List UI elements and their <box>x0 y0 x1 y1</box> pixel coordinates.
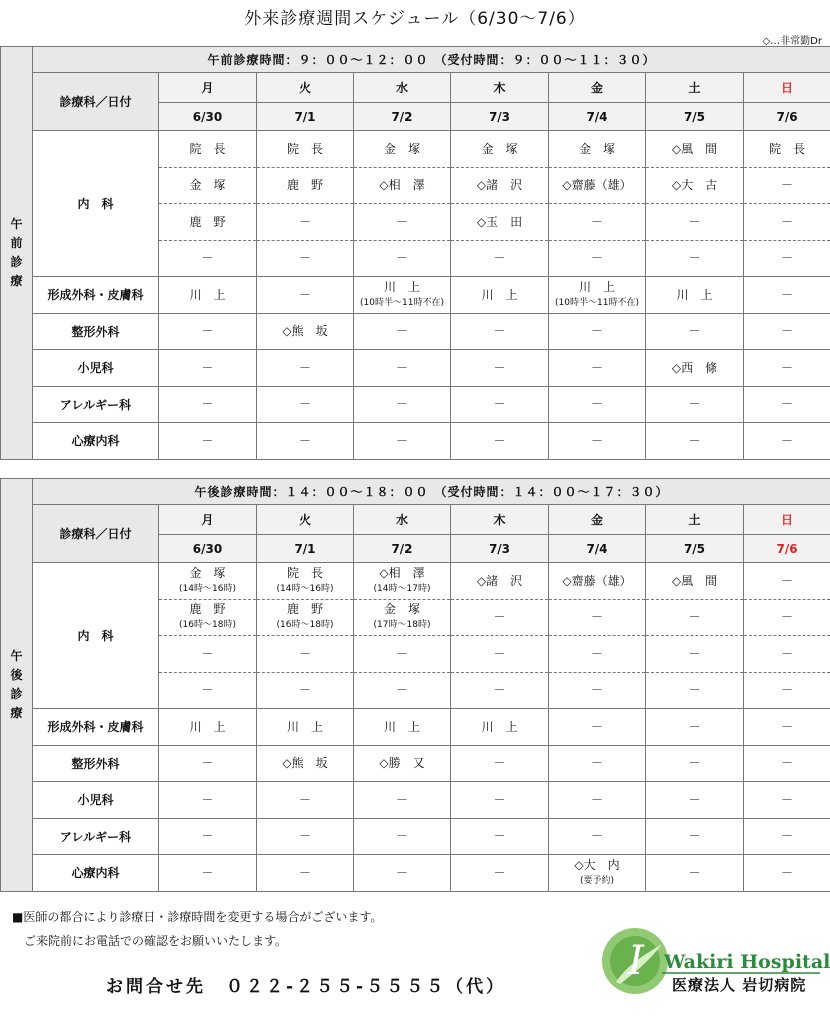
doctor-cell: － <box>354 423 451 460</box>
logo-letter: I <box>628 938 644 984</box>
doctor-cell: － <box>354 350 451 387</box>
doctor-cell: 鹿 野 <box>159 204 257 241</box>
schedule-row <box>1 818 830 855</box>
doctor-cell: － <box>744 563 830 600</box>
doctor-cell: － <box>354 636 451 673</box>
doctor-cell: － <box>744 204 830 241</box>
doctor-cell: ◇相 澤 <box>354 167 451 204</box>
dept-name: 内 科 <box>33 563 159 709</box>
doctor-cell: － <box>744 818 830 855</box>
dept-name: 小児科 <box>33 782 159 819</box>
weekday-header: 火 <box>257 73 354 103</box>
notice-line-2: ご来院前にお電話での確認をお願いいたします。 <box>24 934 288 948</box>
doctor-cell: － <box>549 240 646 277</box>
doctor-cell: － <box>646 709 744 746</box>
doctor-cell: － <box>159 350 257 387</box>
doctor-cell: － <box>159 855 257 892</box>
doctor-cell: － <box>744 672 830 709</box>
dept-date-header: 診療科／日付 <box>33 505 159 563</box>
doctor-cell: ◇大 古 <box>646 167 744 204</box>
doctor-cell: － <box>744 240 830 277</box>
doctor-cell: － <box>257 855 354 892</box>
doctor-cell: － <box>744 709 830 746</box>
date-header: 7/6 <box>744 535 830 563</box>
date-header: 7/6 <box>744 103 830 131</box>
side-char: 後 <box>10 667 23 682</box>
morning-schedule-table <box>0 46 830 460</box>
doctor-cell: － <box>257 782 354 819</box>
hospital-name-en: Wakiri Hospital <box>664 951 830 973</box>
doctor-cell: － <box>549 423 646 460</box>
dept-name: 整形外科 <box>33 313 159 350</box>
schedule-row <box>1 386 830 423</box>
weekday-header: 土 <box>646 505 744 535</box>
date-header: 7/5 <box>646 103 744 131</box>
doctor-cell: ◇諸 沢 <box>451 167 549 204</box>
side-char: 診 <box>10 686 23 701</box>
doctor-cell: 院 長 (14時～16時) <box>257 563 354 600</box>
part-time-doctor-note: ◇…非常勤Dr <box>762 36 822 47</box>
doctor-cell: － <box>451 599 549 636</box>
doctor-cell: － <box>354 240 451 277</box>
doctor-cell: － <box>451 386 549 423</box>
schedule-row <box>1 131 830 168</box>
doctor-cell: － <box>549 709 646 746</box>
dept-name: 形成外科・皮膚科 <box>33 709 159 746</box>
dept-name: 心療内科 <box>33 423 159 460</box>
date-header: 7/1 <box>257 103 354 131</box>
doctor-cell: － <box>354 782 451 819</box>
doctor-cell: － <box>744 386 830 423</box>
date-header: 7/2 <box>354 103 451 131</box>
dept-name: アレルギー科 <box>33 818 159 855</box>
date-header: 6/30 <box>159 103 257 131</box>
doctor-cell: － <box>451 350 549 387</box>
doctor-cell: 金 塚 <box>159 167 257 204</box>
doctor-cell: － <box>451 782 549 819</box>
doctor-cell: 川 上 <box>451 277 549 314</box>
doctor-cell: 院 長 <box>744 131 830 168</box>
weekday-header: 水 <box>354 73 451 103</box>
doctor-cell: 川 上 <box>159 709 257 746</box>
pm-side-label <box>1 479 33 892</box>
doctor-cell: － <box>451 313 549 350</box>
doctor-cell: 鹿 野 (16時～18時) <box>159 599 257 636</box>
doctor-cell: 川 上 <box>451 709 549 746</box>
doctor-cell: ◇相 澤 (14時～17時) <box>354 563 451 600</box>
side-char: 診 <box>10 254 23 269</box>
schedule-row <box>1 423 830 460</box>
doctor-cell: 川 上 <box>257 709 354 746</box>
doctor-cell: － <box>744 313 830 350</box>
doctor-cell: － <box>549 818 646 855</box>
schedule-row <box>1 313 830 350</box>
weekday-header: 金 <box>549 505 646 535</box>
doctor-cell: ◇諸 沢 <box>451 563 549 600</box>
doctor-cell: － <box>646 313 744 350</box>
notice-line-1: ■医師の都合により診療日・診療時間を変更する場合がございます。 <box>12 910 383 924</box>
doctor-cell: － <box>257 818 354 855</box>
weekday-header: 月 <box>159 73 257 103</box>
weekday-header: 土 <box>646 73 744 103</box>
schedule-row <box>1 855 830 892</box>
doctor-cell: 金 塚 (14時～16時) <box>159 563 257 600</box>
pm-hours-header <box>33 479 830 505</box>
dept-name: 心療内科 <box>33 855 159 892</box>
doctor-cell: ◇熊 坂 <box>257 745 354 782</box>
schedule-row <box>1 745 830 782</box>
schedule-row <box>1 563 830 600</box>
date-header: 6/30 <box>159 535 257 563</box>
doctor-cell: － <box>744 855 830 892</box>
doctor-cell: － <box>451 423 549 460</box>
side-char: 療 <box>10 273 23 288</box>
doctor-cell: 川 上 <box>354 709 451 746</box>
dept-name: 内 科 <box>33 131 159 277</box>
doctor-cell: 金 塚 <box>354 131 451 168</box>
doctor-cell: － <box>549 350 646 387</box>
doctor-cell: － <box>451 636 549 673</box>
doctor-cell: － <box>646 423 744 460</box>
doctor-cell: 川 上 (10時半～11時不在) <box>354 277 451 314</box>
doctor-cell: ◇齋藤（雄） <box>549 167 646 204</box>
doctor-cell: － <box>257 386 354 423</box>
schedule-row <box>1 782 830 819</box>
doctor-cell: － <box>549 386 646 423</box>
weekday-header: 木 <box>451 73 549 103</box>
doctor-cell: － <box>549 313 646 350</box>
doctor-cell: － <box>549 745 646 782</box>
weekday-header: 水 <box>354 505 451 535</box>
doctor-cell: － <box>646 240 744 277</box>
am-side-label <box>1 47 33 460</box>
dept-date-header: 診療科／日付 <box>33 73 159 131</box>
doctor-cell: － <box>744 599 830 636</box>
reception-hours: （受付時間：９：００～１１：３０） <box>434 53 656 67</box>
page-title: 外来診療週間スケジュール（6/30～7/6） <box>244 9 586 29</box>
doctor-cell: ◇風 間 <box>646 131 744 168</box>
doctor-cell: － <box>257 350 354 387</box>
date-header: 7/3 <box>451 103 549 131</box>
hours-text: 午前診療時間：９：００～１２：００ <box>207 53 429 67</box>
side-char: 午 <box>10 216 23 231</box>
am-hours-header <box>33 47 830 73</box>
doctor-cell: － <box>159 636 257 673</box>
doctor-cell: 金 塚 <box>549 131 646 168</box>
doctor-cell: － <box>257 240 354 277</box>
doctor-cell: ◇西 條 <box>646 350 744 387</box>
doctor-cell: － <box>646 386 744 423</box>
doctor-cell: － <box>549 782 646 819</box>
reception-hours: （受付時間：１４：００～１７：３０） <box>434 485 669 499</box>
doctor-cell: － <box>744 636 830 673</box>
afternoon-schedule-table <box>0 478 830 892</box>
doctor-cell: － <box>354 313 451 350</box>
doctor-cell: 川 上 (10時半～11時不在) <box>549 277 646 314</box>
doctor-cell: － <box>549 204 646 241</box>
doctor-cell: － <box>159 240 257 277</box>
side-char: 療 <box>10 705 23 720</box>
doctor-cell: ◇熊 坂 <box>257 313 354 350</box>
doctor-cell: － <box>646 636 744 673</box>
doctor-cell: 金 塚 (17時～18時) <box>354 599 451 636</box>
date-header: 7/1 <box>257 535 354 563</box>
weekday-header: 火 <box>257 505 354 535</box>
doctor-cell: － <box>451 745 549 782</box>
dept-name: 小児科 <box>33 350 159 387</box>
doctor-cell: － <box>646 204 744 241</box>
doctor-cell: － <box>451 818 549 855</box>
doctor-cell: － <box>159 313 257 350</box>
dept-name: 形成外科・皮膚科 <box>33 277 159 314</box>
doctor-cell: － <box>354 855 451 892</box>
weekday-header: 木 <box>451 505 549 535</box>
doctor-cell: － <box>159 782 257 819</box>
date-header: 7/2 <box>354 535 451 563</box>
doctor-cell: － <box>646 818 744 855</box>
doctor-cell: － <box>646 855 744 892</box>
doctor-cell: ◇玉 田 <box>451 204 549 241</box>
date-header: 7/3 <box>451 535 549 563</box>
doctor-cell: － <box>159 745 257 782</box>
doctor-cell: － <box>646 782 744 819</box>
schedule-row <box>1 350 830 387</box>
doctor-cell: ◇風 間 <box>646 563 744 600</box>
doctor-cell: － <box>744 423 830 460</box>
doctor-cell: － <box>257 423 354 460</box>
doctor-cell: － <box>159 672 257 709</box>
doctor-cell: ◇勝 又 <box>354 745 451 782</box>
doctor-cell: 院 長 <box>159 131 257 168</box>
doctor-cell: － <box>744 167 830 204</box>
doctor-cell: － <box>451 672 549 709</box>
doctor-cell: ◇大 内 (要予約) <box>549 855 646 892</box>
doctor-cell: － <box>646 745 744 782</box>
doctor-cell: 院 長 <box>257 131 354 168</box>
date-header: 7/4 <box>549 103 646 131</box>
doctor-cell: － <box>549 672 646 709</box>
doctor-cell: － <box>257 636 354 673</box>
schedule-row <box>1 277 830 314</box>
hospital-name-jp: 医療法人 岩切病院 <box>672 976 807 994</box>
doctor-cell: 鹿 野 <box>257 167 354 204</box>
doctor-cell: 川 上 <box>646 277 744 314</box>
doctor-cell: － <box>354 204 451 241</box>
doctor-cell: 川 上 <box>159 277 257 314</box>
weekday-header: 月 <box>159 505 257 535</box>
doctor-cell: － <box>257 672 354 709</box>
doctor-cell: － <box>744 277 830 314</box>
doctor-cell: － <box>159 818 257 855</box>
doctor-cell: － <box>354 818 451 855</box>
side-char: 午 <box>10 648 23 663</box>
doctor-cell: － <box>549 636 646 673</box>
doctor-cell: 金 塚 <box>451 131 549 168</box>
doctor-cell: － <box>744 745 830 782</box>
hours-text: 午後診療時間：１４：００～１８：００ <box>194 485 429 499</box>
doctor-cell: － <box>451 855 549 892</box>
doctor-cell: － <box>257 277 354 314</box>
doctor-cell: ◇齋藤（雄） <box>549 563 646 600</box>
weekday-header: 日 <box>744 73 830 103</box>
dept-name: アレルギー科 <box>33 386 159 423</box>
schedule-row <box>1 709 830 746</box>
contact-phone: お問合せ先 ０２２-２５５-５５５５（代） <box>106 977 507 997</box>
weekday-header: 日 <box>744 505 830 535</box>
doctor-cell: － <box>159 386 257 423</box>
doctor-cell: － <box>257 204 354 241</box>
doctor-cell: － <box>744 350 830 387</box>
doctor-cell: － <box>744 782 830 819</box>
side-char: 前 <box>10 235 23 250</box>
doctor-cell: － <box>159 423 257 460</box>
doctor-cell: 鹿 野 (16時～18時) <box>257 599 354 636</box>
date-header: 7/5 <box>646 535 744 563</box>
doctor-cell: － <box>549 599 646 636</box>
weekday-header: 金 <box>549 73 646 103</box>
doctor-cell: － <box>451 240 549 277</box>
dept-name: 整形外科 <box>33 745 159 782</box>
doctor-cell: － <box>646 599 744 636</box>
doctor-cell: － <box>354 672 451 709</box>
doctor-cell: － <box>354 386 451 423</box>
doctor-cell: － <box>646 672 744 709</box>
date-header: 7/4 <box>549 535 646 563</box>
